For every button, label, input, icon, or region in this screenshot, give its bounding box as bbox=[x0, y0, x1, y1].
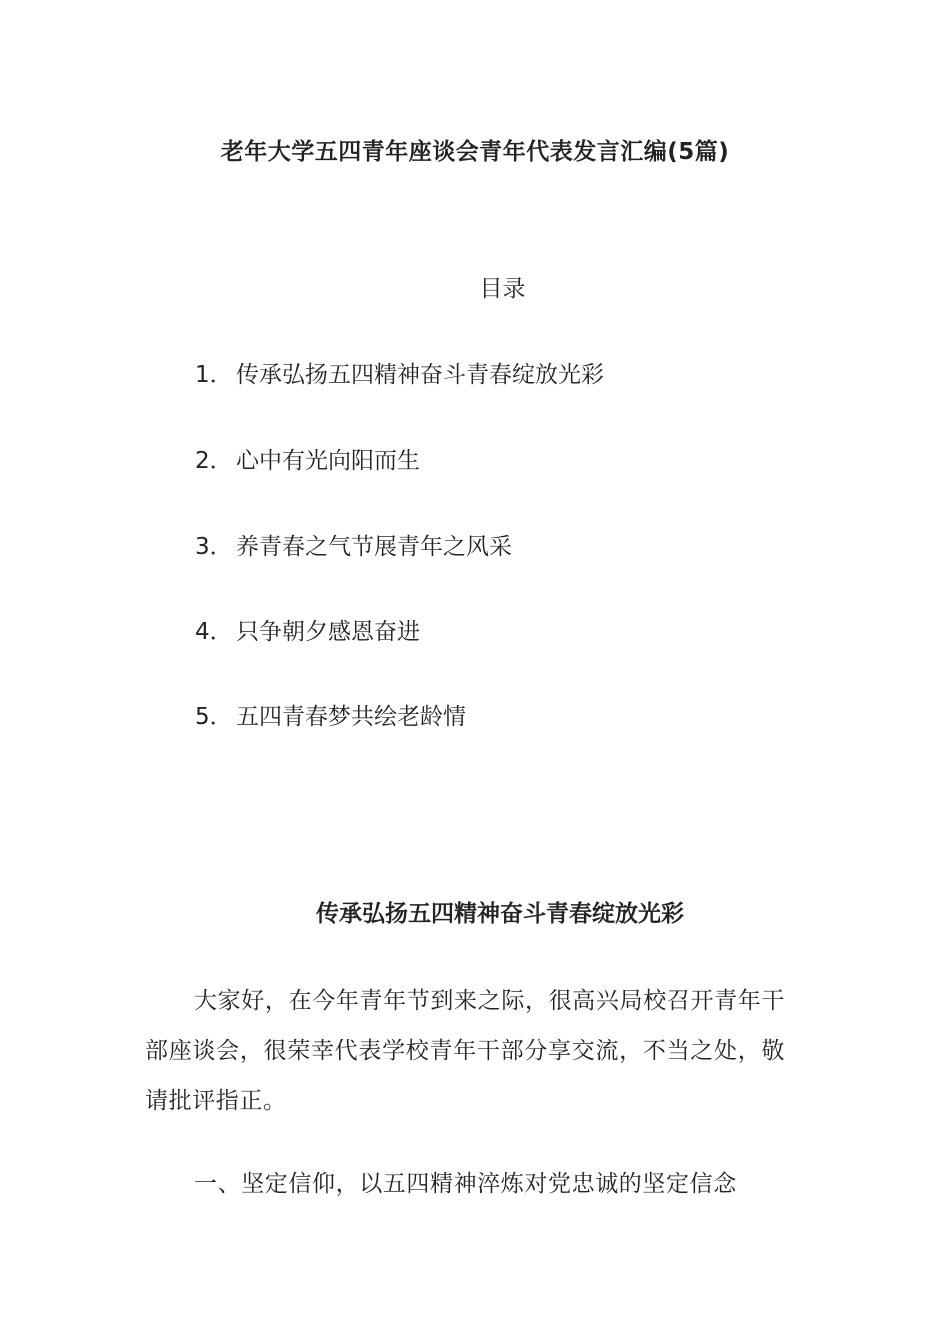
toc-item-text: 心中有光向阳而生 bbox=[236, 448, 420, 474]
toc-item-number: 5． bbox=[195, 704, 233, 730]
toc-item-text: 传承弘扬五四精神奋斗青春绽放光彩 bbox=[236, 362, 604, 388]
section-title: 传承弘扬五四精神奋斗青春绽放光彩 bbox=[316, 901, 684, 927]
section-subheading: 一、坚定信仰，以五四精神淬炼对党忠诚的坚定信念 bbox=[194, 1171, 737, 1197]
toc-item-text: 只争朝夕感恩奋进 bbox=[236, 619, 420, 645]
body-paragraph: 大家好，在今年青年节到来之际，很高兴局校召开青年干部座谈会，很荣幸代表学校青年干部分享交流，不当之处，敬请批评指正。 bbox=[145, 988, 785, 1114]
toc-item-number: 3． bbox=[195, 534, 233, 560]
toc-item-text: 五四青春梦共绘老龄情 bbox=[236, 704, 466, 730]
toc-item-number: 4． bbox=[195, 619, 233, 645]
document-title: 老年大学五四青年座谈会青年代表发言汇编(5篇) bbox=[220, 139, 730, 165]
toc-item-4 bbox=[195, 613, 420, 646]
toc-item-2 bbox=[195, 442, 420, 475]
toc-item-1 bbox=[195, 356, 604, 389]
toc-item-number: 2． bbox=[195, 448, 233, 474]
toc-item-text: 养青春之气节展青年之风采 bbox=[236, 534, 512, 560]
toc-heading: 目录 bbox=[479, 276, 526, 302]
toc-item-number: 1． bbox=[195, 362, 233, 388]
toc-item-3 bbox=[195, 528, 512, 561]
toc-item-5 bbox=[195, 698, 466, 731]
